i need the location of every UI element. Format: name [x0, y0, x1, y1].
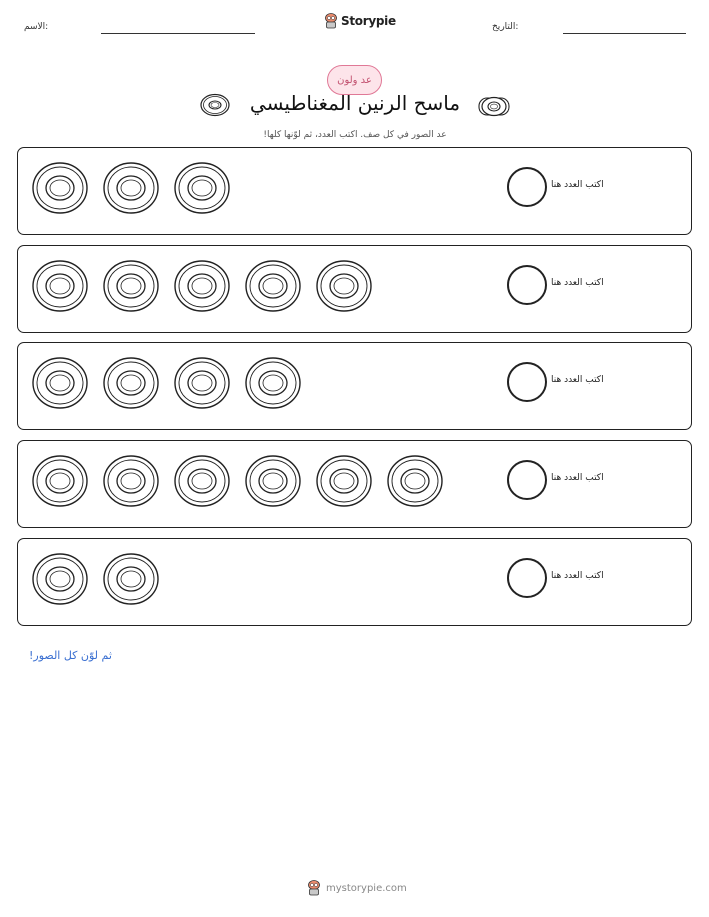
mri-scanner-icon — [102, 161, 160, 219]
answer-circle[interactable] — [507, 460, 547, 500]
page-title: ماسح الرنين المغناطيسي — [249, 91, 461, 115]
mri-scanner-icon — [244, 259, 302, 317]
count-row — [17, 538, 692, 626]
mri-scanner-icon — [315, 259, 373, 317]
count-row — [17, 440, 692, 528]
answer-circle[interactable] — [507, 167, 547, 207]
site-footer — [307, 880, 407, 896]
answer-label: اكتب العدد هنا — [551, 473, 604, 483]
answer-label: اكتب العدد هنا — [551, 571, 604, 581]
storypie-mascot-icon — [324, 13, 338, 29]
mri-scanner-icon — [31, 259, 89, 317]
answer-label: اكتب العدد هنا — [551, 375, 604, 385]
mri-scanner-icon — [173, 454, 231, 512]
date-line[interactable] — [563, 33, 686, 34]
brand-logo — [324, 13, 396, 29]
mri-scanner-icon — [477, 94, 511, 118]
activity-badge: عد ولون — [327, 65, 382, 95]
name-label: الاسم: — [24, 22, 49, 32]
mri-scanner-icon — [244, 454, 302, 512]
mri-scanner-icon — [173, 161, 231, 219]
mri-scanner-icon — [31, 356, 89, 414]
answer-label: اكتب العدد هنا — [551, 180, 604, 190]
count-row — [17, 147, 692, 235]
mri-scanner-icon — [199, 93, 231, 117]
mri-scanner-icon — [31, 454, 89, 512]
instructions: عد الصور في كل صف. اكتب العدد، ثم لوّنها كلها! — [263, 130, 447, 140]
answer-label: اكتب العدد هنا — [551, 278, 604, 288]
mri-scanner-icon — [173, 356, 231, 414]
count-row — [17, 342, 692, 430]
answer-circle[interactable] — [507, 362, 547, 402]
answer-circle[interactable] — [507, 558, 547, 598]
mri-scanner-icon — [31, 161, 89, 219]
mri-scanner-icon — [244, 356, 302, 414]
site-url: mystorypie.com — [326, 882, 407, 894]
name-line[interactable] — [101, 33, 255, 34]
mri-scanner-icon — [386, 454, 444, 512]
mri-scanner-icon — [102, 454, 160, 512]
brand-name: Storypie — [341, 14, 396, 28]
mri-scanner-icon — [315, 454, 373, 512]
mri-scanner-icon — [31, 552, 89, 610]
mri-scanner-icon — [173, 259, 231, 317]
mri-scanner-icon — [102, 356, 160, 414]
footer-note: ثم لوّن كل الصور! — [29, 649, 112, 662]
count-row — [17, 245, 692, 333]
mri-scanner-icon — [102, 259, 160, 317]
answer-circle[interactable] — [507, 265, 547, 305]
mri-scanner-icon — [102, 552, 160, 610]
date-label: التاريخ: — [492, 22, 519, 32]
storypie-mascot-icon — [307, 880, 321, 896]
